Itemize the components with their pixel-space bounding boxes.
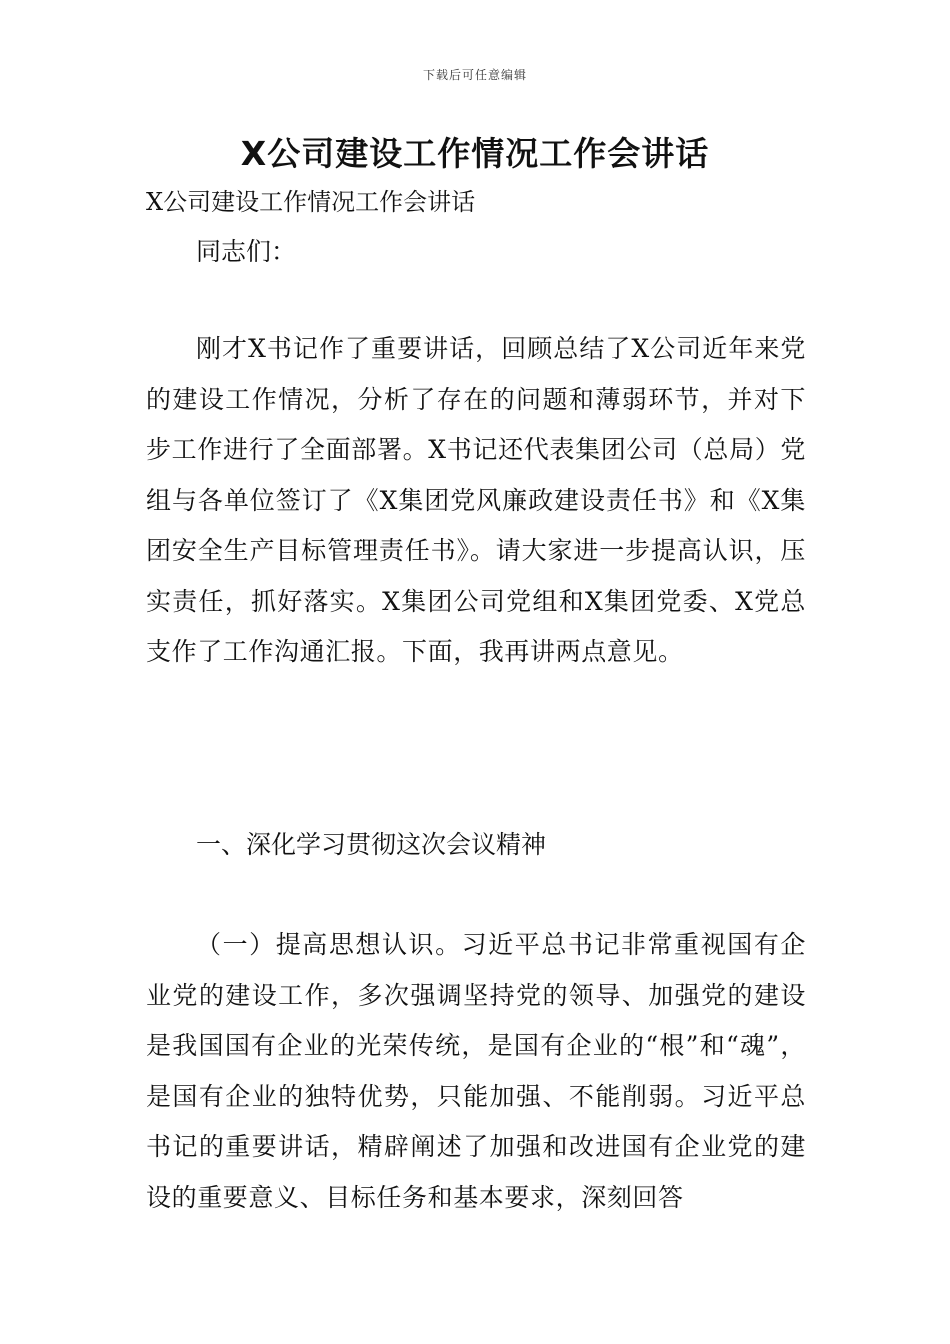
paragraph-opening: 刚才X书记作了重要讲话，回顾总结了X公司近年来党的建设工作情况，分析了存在的问题和薄弱环节，并对下步工作进行了全面部署。X书记还代表集团公司（总局）党组与各单位签订了《X集团党风廉政建设责任书》和《X集团安全生产目标管理责任书》。请大家进一步提高认识，压实责任，抓好落实。X集团公司党组和X集团党委、X党总支作了工作沟通汇报。下面，我再讲两点意见。 [146, 334, 806, 666]
salutation: 同志们： [196, 237, 297, 266]
document-subtitle: X公司建设工作情况工作会讲话 [146, 188, 476, 216]
paragraph-section-one: （一）提高思想认识。习近平总书记非常重视国有企业党的建设工作，多次强调坚持党的领导、加强党的建设是我国国有企业的光荣传统，是国有企业的“根”和“魂”，是国有企业的独特优势，只能加强、不能削弱。习近平总书记的重要讲话，精辟阐述了加强和改进国有企业党的建设的重要意义、目标任务和基本要求，深刻回答 [146, 930, 806, 1212]
header-note: 下载后可任意编辑 [422, 68, 527, 82]
section-heading: 一、深化学习贯彻这次会议精神 [196, 830, 547, 859]
document-title: X公司建设工作情况工作会讲话 [240, 134, 710, 173]
